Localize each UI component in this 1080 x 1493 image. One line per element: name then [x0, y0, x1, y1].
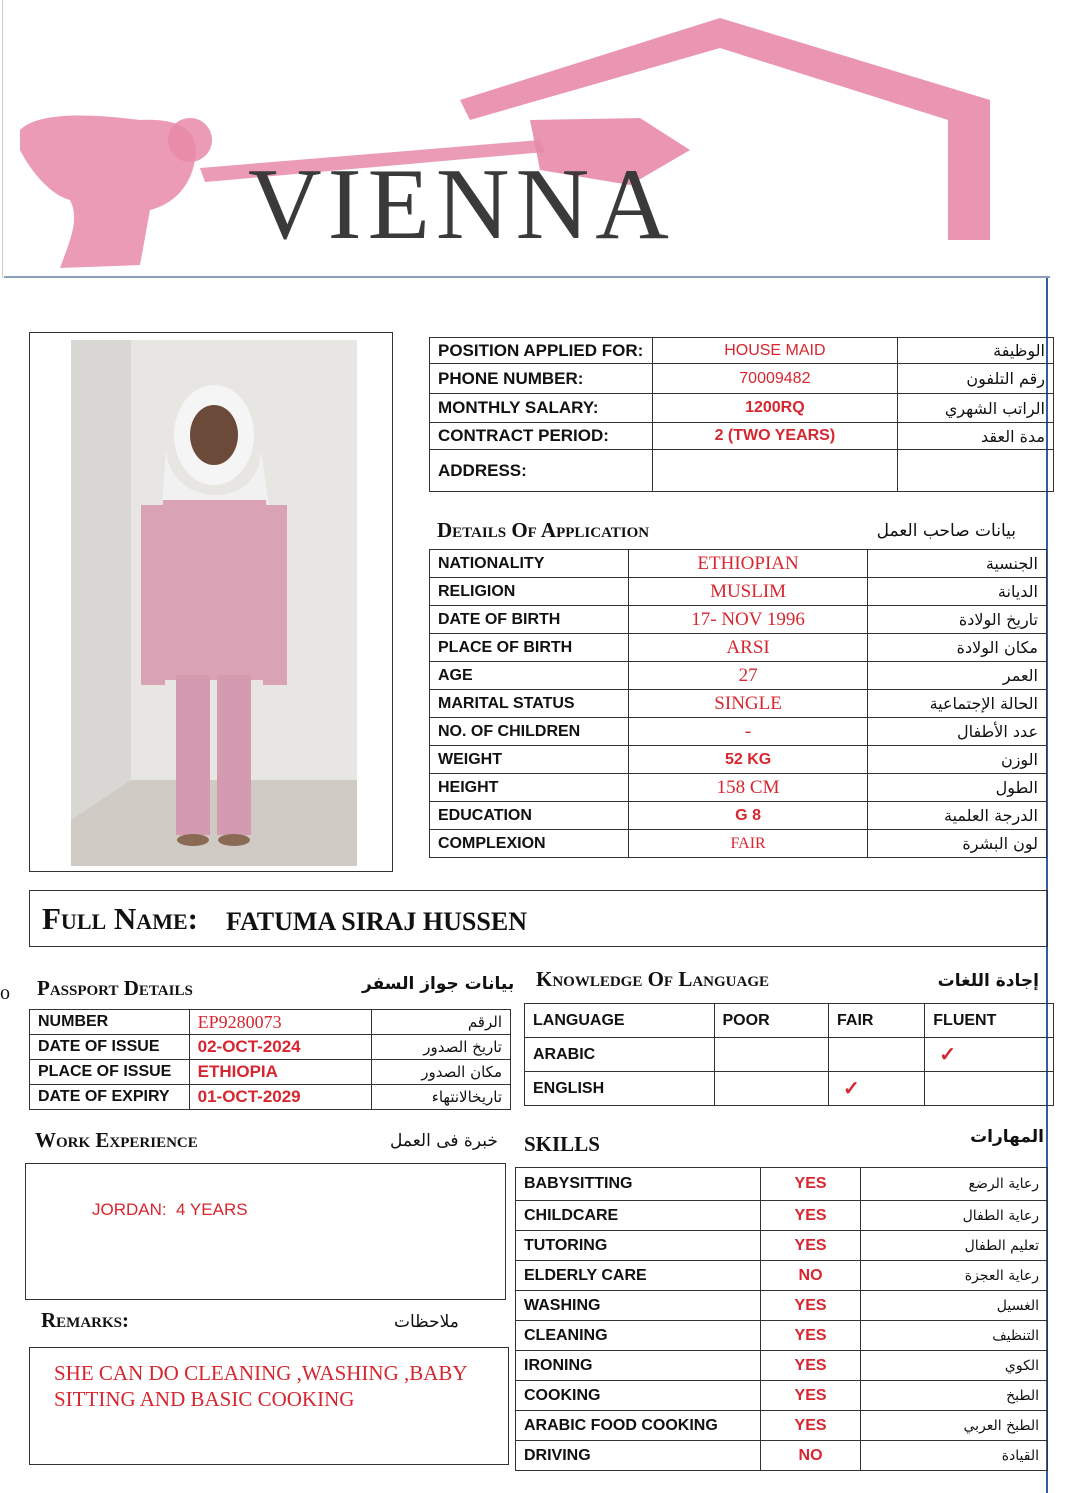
table-row: [516, 1231, 1048, 1261]
row-arabic-label: مدة العقد: [897, 423, 1053, 450]
row-label: POSITION APPLIED FOR:: [430, 338, 653, 364]
table-row: [430, 606, 1047, 634]
row-label: DATE OF ISSUE: [30, 1035, 190, 1060]
row-value: ARSI: [628, 634, 867, 662]
table-row: [430, 550, 1047, 578]
row-label: ADDRESS:: [430, 450, 653, 492]
remarks-arabic-heading: ملاحظات: [394, 1312, 459, 1332]
row-value: 52 KG: [628, 746, 867, 774]
skill-name: TUTORING: [516, 1231, 761, 1261]
table-row: [516, 1441, 1048, 1471]
details-table: [429, 549, 1047, 858]
level-poor-check: [714, 1038, 829, 1072]
details-heading: Details Of Application: [437, 518, 650, 542]
row-value: EP9280073: [189, 1010, 371, 1035]
skill-value: YES: [761, 1411, 860, 1441]
passport-table: [29, 1009, 511, 1110]
table-row: [525, 1038, 1054, 1072]
skill-name: BABYSITTING: [516, 1168, 761, 1201]
skill-arabic-label: رعاية الرضع: [860, 1168, 1047, 1201]
row-value: 2 (TWO YEARS): [652, 423, 897, 450]
row-arabic-label: الجنسية: [868, 550, 1047, 578]
skill-name: WASHING: [516, 1291, 761, 1321]
table-row: [30, 1060, 511, 1085]
table-row: [516, 1168, 1048, 1201]
row-label: NATIONALITY: [430, 550, 629, 578]
work-box: [25, 1163, 506, 1300]
level-fair-check: ✓: [829, 1072, 925, 1106]
level-fluent-check: ✓: [925, 1038, 1054, 1072]
skill-value: NO: [761, 1441, 860, 1471]
skill-value: YES: [761, 1321, 860, 1351]
table-header-row: [525, 1004, 1054, 1038]
skill-name: ELDERLY CARE: [516, 1261, 761, 1291]
table-row: [430, 774, 1047, 802]
row-label: DATE OF BIRTH: [430, 606, 629, 634]
passport-arabic-heading: بيانات جواز السفر: [362, 974, 515, 994]
row-arabic-label: [897, 450, 1053, 492]
row-arabic-label: الدرجة العلمية: [868, 802, 1047, 830]
margin-mark: o: [0, 982, 10, 1004]
row-label: NO. OF CHILDREN: [430, 718, 629, 746]
row-arabic-label: تاريخ الصدور: [371, 1035, 510, 1060]
skill-name: COOKING: [516, 1381, 761, 1411]
row-label: PLACE OF ISSUE: [30, 1060, 190, 1085]
table-row: [430, 394, 1054, 423]
row-label: PLACE OF BIRTH: [430, 634, 629, 662]
row-label: MONTHLY SALARY:: [430, 394, 653, 423]
row-arabic-label: الديانة: [868, 578, 1047, 606]
table-row: [430, 746, 1047, 774]
row-label: NUMBER: [30, 1010, 190, 1035]
table-row: [430, 364, 1054, 394]
work-arabic-heading: خبرة فى العمل: [390, 1131, 498, 1151]
skill-name: IRONING: [516, 1351, 761, 1381]
row-value: 70009482: [652, 364, 897, 394]
table-row: [30, 1035, 511, 1060]
table-row: [30, 1085, 511, 1110]
column-header: FAIR: [829, 1004, 925, 1038]
skills-heading: SKILLS: [524, 1132, 600, 1156]
row-label: RELIGION: [430, 578, 629, 606]
row-value: MUSLIM: [628, 578, 867, 606]
row-label: CONTRACT PERIOD:: [430, 423, 653, 450]
language-name: ARABIC: [525, 1038, 715, 1072]
row-label: COMPLEXION: [430, 830, 629, 858]
left-rule: [2, 0, 3, 278]
row-value: 17- NOV 1996: [628, 606, 867, 634]
skill-name: CHILDCARE: [516, 1201, 761, 1231]
photo-frame: [29, 332, 393, 872]
row-label: MARITAL STATUS: [430, 690, 629, 718]
row-arabic-label: رقم التلفون: [897, 364, 1053, 394]
full-name-value: FATUMA SIRAJ HUSSEN: [226, 907, 527, 936]
header-divider: [4, 276, 1050, 278]
skill-arabic-label: الكوي: [860, 1351, 1047, 1381]
skill-arabic-label: رعاية العجزة: [860, 1261, 1047, 1291]
skill-arabic-label: القيادة: [860, 1441, 1047, 1471]
table-row: [516, 1201, 1048, 1231]
skill-value: YES: [761, 1231, 860, 1261]
row-arabic-label: عدد الأطفال: [868, 718, 1047, 746]
row-value: ETHIOPIA: [189, 1060, 371, 1085]
language-arabic-heading: إجادة اللغات: [937, 971, 1039, 991]
row-arabic-label: العمر: [868, 662, 1047, 690]
skill-name: CLEANING: [516, 1321, 761, 1351]
column-header: POOR: [714, 1004, 829, 1038]
table-row: [430, 830, 1047, 858]
table-row: [516, 1321, 1048, 1351]
details-arabic-heading: بيانات صاحب العمل: [876, 521, 1016, 541]
column-header: LANGUAGE: [525, 1004, 715, 1038]
table-row: [430, 450, 1054, 492]
row-value: -: [628, 718, 867, 746]
language-table: [524, 1003, 1054, 1106]
row-value: 158 CM: [628, 774, 867, 802]
row-label: WEIGHT: [430, 746, 629, 774]
skill-value: NO: [761, 1261, 860, 1291]
row-arabic-label: مكان الولادة: [868, 634, 1047, 662]
skill-name: ARABIC FOOD COOKING: [516, 1411, 761, 1441]
table-row: [430, 690, 1047, 718]
remarks-line-1: SHE CAN DO CLEANING ,WASHING ,BABY: [54, 1361, 468, 1385]
row-arabic-label: لون البشرة: [868, 830, 1047, 858]
work-heading: Work Experience: [35, 1128, 198, 1152]
row-value: FAIR: [628, 830, 867, 858]
skill-arabic-label: رعاية الطفال: [860, 1201, 1047, 1231]
row-arabic-label: مكان الصدور: [371, 1060, 510, 1085]
skill-arabic-label: التنظيف: [860, 1321, 1047, 1351]
row-value: SINGLE: [628, 690, 867, 718]
skill-arabic-label: الطبخ: [860, 1381, 1047, 1411]
remarks-line-2: SITTING AND BASIC COOKING: [54, 1387, 355, 1411]
table-row: [430, 423, 1054, 450]
skills-arabic-heading: المهارات: [970, 1127, 1044, 1147]
table-row: [516, 1261, 1048, 1291]
table-row: [430, 718, 1047, 746]
position-table: [429, 337, 1054, 492]
table-row: [430, 338, 1054, 364]
skill-arabic-label: الغسيل: [860, 1291, 1047, 1321]
skill-value: YES: [761, 1291, 860, 1321]
row-value: HOUSE MAID: [652, 338, 897, 364]
table-row: [516, 1291, 1048, 1321]
table-row: [430, 634, 1047, 662]
row-value: 27: [628, 662, 867, 690]
row-value: 01-OCT-2029: [189, 1085, 371, 1110]
full-name-box: [29, 890, 1048, 947]
applicant-photo: [71, 340, 357, 866]
header: [0, 0, 1080, 278]
language-name: ENGLISH: [525, 1072, 715, 1106]
row-arabic-label: الوظيفة: [897, 338, 1053, 364]
column-header: FLUENT: [925, 1004, 1054, 1038]
level-fluent-check: [925, 1072, 1054, 1106]
level-fair-check: [829, 1038, 925, 1072]
row-label: PHONE NUMBER:: [430, 364, 653, 394]
table-row: [516, 1411, 1048, 1441]
row-arabic-label: تاريخ الولادة: [868, 606, 1047, 634]
table-row: [525, 1072, 1054, 1106]
passport-heading: Passport Details: [37, 976, 193, 1000]
row-arabic-label: الراتب الشهري: [897, 394, 1053, 423]
language-heading: Knowledge Of Language: [536, 967, 770, 991]
skill-value: YES: [761, 1381, 860, 1411]
row-arabic-label: تاريخالانتهاء: [371, 1085, 510, 1110]
row-value: G 8: [628, 802, 867, 830]
table-row: [30, 1010, 511, 1035]
row-value: 02-OCT-2024: [189, 1035, 371, 1060]
row-label: DATE OF EXPIRY: [30, 1085, 190, 1110]
skills-table: [515, 1167, 1048, 1471]
row-arabic-label: الحالة الإجتماعية: [868, 690, 1047, 718]
table-row: [430, 578, 1047, 606]
row-label: AGE: [430, 662, 629, 690]
row-arabic-label: الرقم: [371, 1010, 510, 1035]
skill-value: YES: [761, 1201, 860, 1231]
table-row: [516, 1351, 1048, 1381]
table-row: [516, 1381, 1048, 1411]
row-arabic-label: الطول: [868, 774, 1047, 802]
row-value: 1200RQ: [652, 394, 897, 423]
row-label: EDUCATION: [430, 802, 629, 830]
row-value: [652, 450, 897, 492]
skill-value: YES: [761, 1168, 860, 1201]
skill-name: DRIVING: [516, 1441, 761, 1471]
level-poor-check: [714, 1072, 829, 1106]
table-row: [430, 802, 1047, 830]
skill-arabic-label: تعليم الطفال: [860, 1231, 1047, 1261]
skill-value: YES: [761, 1351, 860, 1381]
remarks-box: [29, 1347, 509, 1465]
logo-wordmark: VIENNA: [248, 148, 675, 261]
full-name-label: Full Name:: [42, 901, 198, 936]
work-text: JORDAN: 4 YEARS: [92, 1200, 248, 1219]
row-arabic-label: الوزن: [868, 746, 1047, 774]
row-label: HEIGHT: [430, 774, 629, 802]
remarks-heading: Remarks:: [41, 1308, 129, 1332]
skill-arabic-label: الطبخ العربي: [860, 1411, 1047, 1441]
table-row: [430, 662, 1047, 690]
row-value: ETHIOPIAN: [628, 550, 867, 578]
